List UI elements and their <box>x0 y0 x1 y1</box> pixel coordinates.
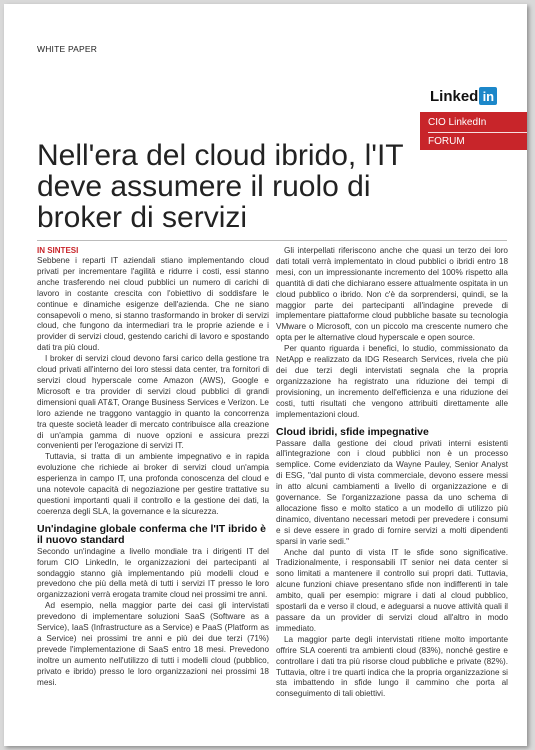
forum-badge <box>420 112 527 150</box>
page-title: Nell'era del cloud ibrido, l'IT deve assumere il ruolo di broker di servizi <box>37 139 404 234</box>
paragraph: Ad esempio, nella maggior parte dei casi gli intervistati prevedono di implementare soluzioni SaaS (Software as a Service), IaaS (Infrastructure as a Service) e PaaS (Platform as a Service) nei prossimi tre anni e più dei due terzi (71%) prevede l'implementazione di SaaS entro 18 mesi. Prevedono inoltre un aumento nell'utilizzo di tutti i modelli cloud (pubblico, privato e ibrido) presso le loro organizzazioni nei prossimi 18 mesi. <box>37 601 269 687</box>
document-page <box>4 4 527 746</box>
section-heading: Un'indagine globale conferma che l'IT ibrido è il nuovo standard <box>37 522 267 546</box>
document-type-label: WHITE PAPER <box>37 44 98 54</box>
forum-badge-label: FORUM <box>428 136 465 147</box>
summary-kicker: IN SINTESI <box>37 246 79 255</box>
paragraph: Secondo un'indagine a livello mondiale tra i dirigenti IT del forum CIO LinkedIn, le organizzazioni dei partecipanti al sondaggio stanno già implementando più modelli cloud e prevedono che più della metà di tutti i servizi IT presso le loro organizzazioni verrà erogata tramite cloud nei prossimi tre anni. <box>37 546 269 600</box>
paragraph: Per quanto riguarda i benefici, lo studio, commissionato da NetApp e realizzato da IDG Research Services, rivela che più dei due terzi degli intervistati segnala che la propria organizzazione ha registrato una riduzione dei tempi di provisioning, un incremento dell'efficienza e una riduzione dei costi, tutti risultati che vengono attribuiti direttamente alle implementazioni cloud. <box>276 344 508 419</box>
right-column <box>276 246 508 700</box>
forum-badge-name: CIO LinkedIn <box>428 117 487 128</box>
paragraph: Sebbene i reparti IT aziendali stiano implementando cloud privati per incrementare l'agilità e ridurre i costi, essi stanno anche trasferendo nei cloud pubblici un numero di carichi di lavoro in costante crescita con l'obiettivo di soddisfare le continue e dinamiche esigenze dell'azienda. Che ne siano consapevoli o meno, si stanno trasformando in broker di servizi cloud, che fungono da intermediari tra le proprie aziende e i provider di servizi cloud, gestendo carichi di lavoro e spostando dati tra più cloud. <box>37 256 269 353</box>
forum-badge-divider <box>428 132 527 133</box>
paragraph: I broker di servizi cloud devono farsi carico della gestione tra cloud privati all'interno dei loro stessi data center, tra fornitori di servizi cloud hyperscale come Amazon (AWS), Google e Microsoft e tra provider di servizi cloud pubblici di grandi dimensioni quali AT&T, Orange Business Services e Verizon. Le loro aziende ne traggono vantaggio in quanto la concorrenza tra queste società leader di mercato contribuisce alla creazione di un'ampia gamma di nuove opzioni e assicura prezzi convenienti per l'erogazione di servizi IT. <box>37 354 269 451</box>
paragraph: Passare dalla gestione dei cloud privati interni esistenti all'integrazione con i cloud pubblici non è un processo semplice. Come evidenziato da Wayne Pauley, Senior Analyst di ESG, "dal punto di vista commerciale, devono essere messi in atto alcuni cambiamenti a livello di organizzazione e di governance. Se l'organizzazione passa da uno schema di allocazione fisso e molto statico a un modello di utilizzo più dinamico, diventano necessari metodi per prevedere i consumi e si deve essere in grado di fornire servizi a molti dipendenti sparsi in varie sedi." <box>276 438 508 546</box>
title-divider <box>37 240 507 241</box>
linkedin-in-icon: in <box>479 87 497 105</box>
paragraph: La maggior parte degli intervistati ritiene molto importante offrire SLA coerenti tra ambienti cloud (83%), nonché gestire e controllare i dati tra più risorse cloud pubbliche e private (82%). Tuttavia, oltre i tre quarti indica che la propria organizzazione si sta imbattendo in sfide lungo il cammino che porta al conseguimento di tali obiettivi. <box>276 634 508 699</box>
linkedin-logo-word: Linked <box>430 87 479 105</box>
paragraph: Anche dal punto di vista IT le sfide sono significative. Tradizionalmente, i responsabili IT senior nei data center si sono limitati a mantenere il controllo sui propri dati. Tuttavia, alcune funzioni chiave presentano sfide non indifferenti in tale ambito, quali per esempio: migrare i dati al cloud pubblico, spostarli da e verso il cloud, e adeguarsi a nuove attività quali il passare da un provider di servizi cloud all'altro in modo immediato. <box>276 547 508 633</box>
paragraph: Tuttavia, si tratta di un ambiente impegnativo e in rapida evoluzione che richiede ai broker di servizi cloud un'ampia esperienza in campo IT, una profonda conoscenza del cloud e una notevole capacità di negoziazione per gestire trattative su questioni importanti quali il controllo e la gestione dei dati, la coerenza degli SLA, la governance e la sicurezza. <box>37 452 269 516</box>
section-heading: Cloud ibridi, sfide impegnative <box>276 425 429 438</box>
left-column <box>37 246 269 689</box>
paragraph: Gli interpellati riferiscono anche che quasi un terzo dei loro dati totali verrà implementato in cloud pubblici o ibridi entro 18 mesi, con un impressionante incremento del 100% rispetto alla quantità di dati che dichiarano essere attualmente ospitata in un cloud pubblico o ibrido. Non c'è da sorprendersi, quindi, se la maggior parte dei partecipanti all'indagine prevede di implementare piattaforme cloud pubbliche basate su tecnologia VMware o Microsoft, con un piccolo ma crescente numero che opta per le alternative cloud hyperscale e open source. <box>276 246 508 343</box>
linkedin-logo <box>430 87 497 105</box>
